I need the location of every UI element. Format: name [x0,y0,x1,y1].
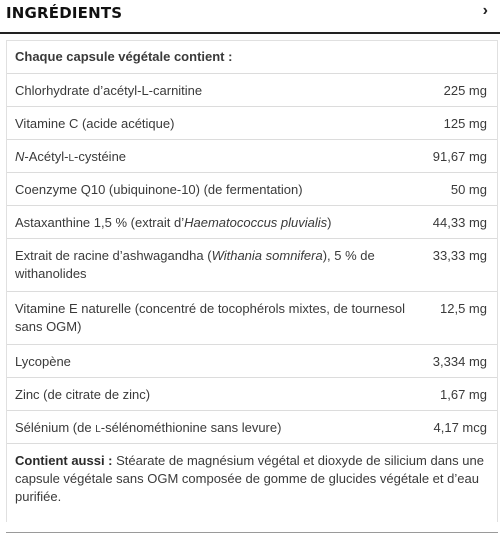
bottom-divider [6,532,498,533]
row-divider [7,443,497,444]
ingredient-row [7,139,497,172]
ingredient-name: Astaxanthine 1,5 % (extrait d’Haematococcus pluvialis) [15,215,332,230]
ingredient-name: Vitamine E naturelle (concentré de tocophérols mixtes, de tournesol sans OGM) [15,301,405,334]
ingredient-row [7,344,497,377]
ingredient-amount: 225 mg [443,83,487,98]
ingredient-name: Zinc (de citrate de zinc) [15,387,151,402]
ingredient-row [7,291,497,344]
ingredient-name: Chlorhydrate d’acétyl-L-carnitine [15,83,203,98]
ingredient-name: Vitamine C (acide acétique) [15,116,175,131]
ingredient-name: Extrait de racine d’ashwagandha (Withania somnifera), 5 % de withanolides [15,248,375,281]
ingredients-panel [6,40,498,522]
ingredient-amount: 44,33 mg [432,215,487,230]
ingredient-row [7,106,497,139]
intro-text: Chaque capsule végétale contient : [15,49,233,64]
ingredient-row [7,410,497,443]
ingredient-name: N-Acétyl-L-cystéine [15,149,127,164]
also-contains-label: Contient aussi : [15,453,113,468]
ingredient-row [7,238,497,291]
chevron-right-icon[interactable]: › [482,2,488,19]
ingredient-row [7,73,497,106]
ingredient-name: Sélénium (de L-sélénométhionine sans levure) [15,420,282,435]
ingredient-amount: 50 mg [450,182,487,197]
ingredient-amount: 3,334 mg [432,354,487,369]
ingredient-row [7,205,497,238]
ingredient-row [7,377,497,410]
ingredient-name: Lycopène [15,354,71,369]
ingredient-amount: 91,67 mg [432,149,487,164]
ingredient-amount: 12,5 mg [440,301,487,316]
ingredient-amount: 125 mg [443,116,487,131]
ingredient-row [7,172,497,205]
section-title: INGRÉDIENTS [6,4,123,22]
also-contains [15,452,485,506]
ingredient-amount: 33,33 mg [432,248,487,263]
ingredient-amount: 4,17 mcg [433,420,487,435]
ingredients-header[interactable] [0,0,500,32]
header-divider [0,32,500,34]
ingredient-name: Coenzyme Q10 (ubiquinone-10) (de fermentation) [15,182,303,197]
also-contains-text: Stéarate de magnésium végétal et dioxyde de silicium dans une capsule végétale sans OGM composée de gomme de glucides végétale et d’eau purifiée. [15,453,484,504]
ingredient-amount: 1,67 mg [440,387,487,402]
